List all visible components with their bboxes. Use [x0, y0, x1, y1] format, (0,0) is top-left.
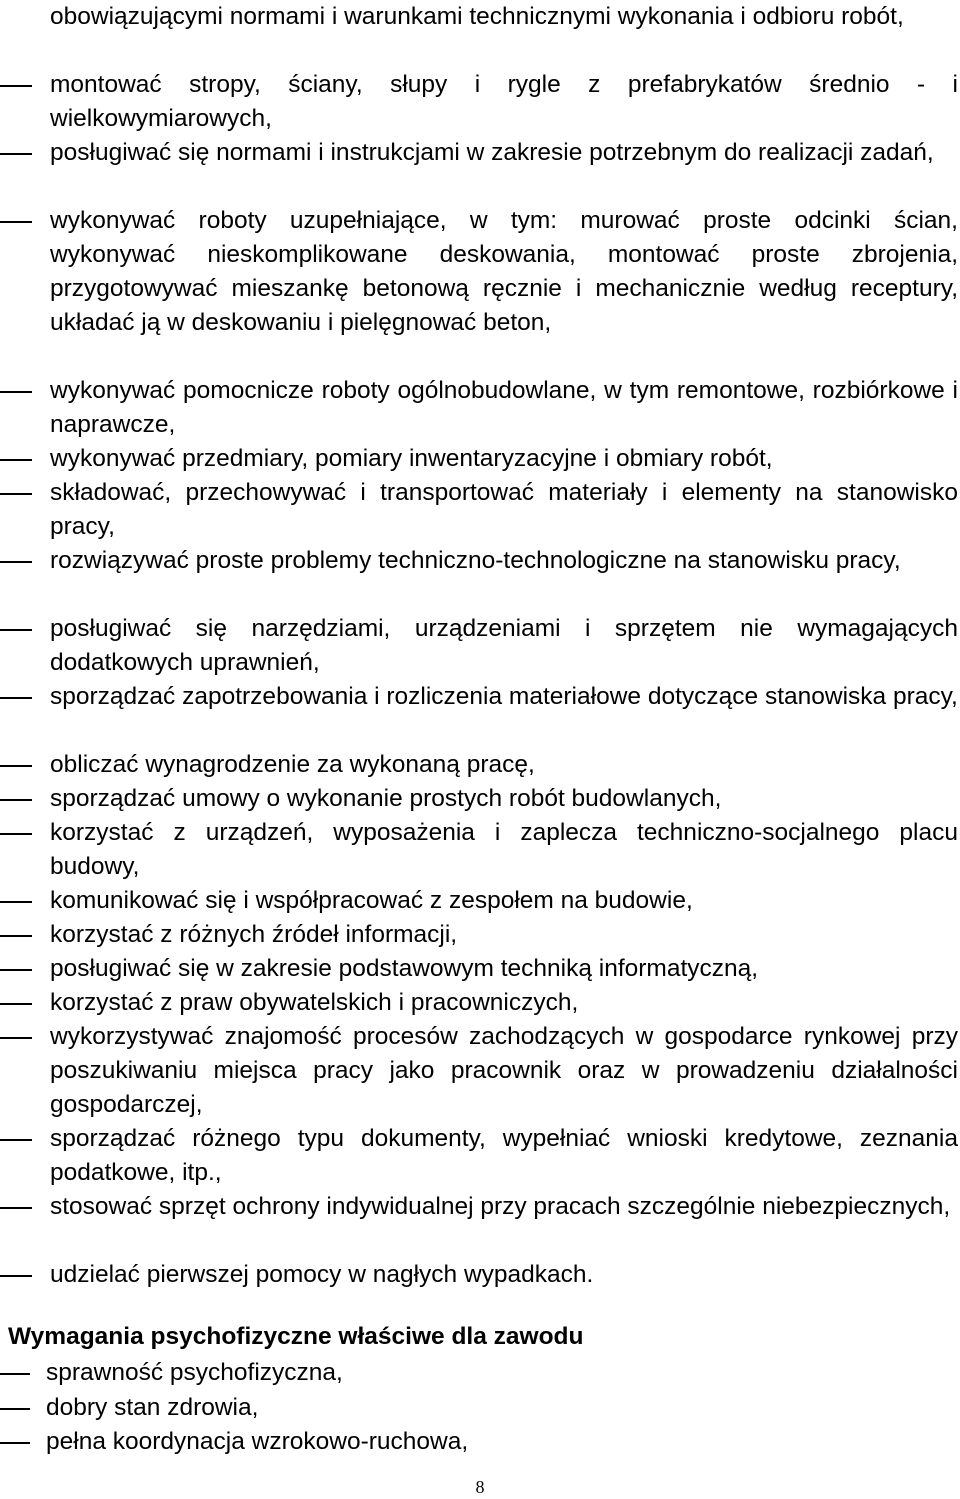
list-item: [0, 544, 958, 612]
list-item-continuation: [0, 0, 958, 68]
list-item: [0, 612, 958, 680]
list-item-text: składować, przechowywać i transportować materiały i elementy na stanowisko pracy,: [50, 479, 958, 540]
dash-bullet-icon: [0, 85, 32, 87]
list-item: [0, 1190, 958, 1258]
list-item-text: wykonywać przedmiary, pomiary inwentaryzacyjne i obmiary robót,: [50, 445, 773, 472]
list-item-text: obowiązującymi normami i warunkami technicznymi wykonania i odbioru robót,: [50, 3, 904, 30]
list-item: [0, 986, 958, 1020]
list-item-text: posługiwać się w zakresie podstawowym techniką informatyczną,: [50, 955, 759, 982]
list-item-text: obliczać wynagrodzenie za wykonaną pracę,: [50, 751, 535, 778]
dash-bullet-icon: [0, 1207, 32, 1209]
list-item-text: posługiwać się normami i instrukcjami w zakresie potrzebnym do realizacji zadań,: [50, 139, 934, 166]
list-item-text: korzystać z praw obywatelskich i pracowniczych,: [50, 989, 579, 1016]
list-item: [0, 68, 958, 136]
dash-bullet-icon: [0, 153, 32, 155]
dash-bullet-icon: [0, 799, 32, 801]
list-item-text: posługiwać się narzędziami, urządzeniami i sprzętem nie wymagających dodatkowych uprawnień,: [50, 615, 958, 676]
dash-bullet-icon: [0, 1373, 30, 1375]
list-item: [0, 884, 958, 918]
dash-bullet-icon: [0, 493, 32, 495]
list-item-text: stosować sprzęt ochrony indywidualnej przy pracach szczególnie niebezpiecznych,: [50, 1193, 951, 1220]
dash-bullet-icon: [0, 1442, 30, 1444]
dash-bullet-icon: [0, 969, 32, 971]
dash-bullet-icon: [0, 561, 32, 563]
dash-bullet-icon: [0, 935, 32, 937]
dash-bullet-icon: [0, 1139, 32, 1141]
dash-bullet-icon: [0, 391, 32, 393]
list-item: [0, 680, 958, 748]
list-item: [0, 952, 958, 986]
requirements-list: [0, 1356, 960, 1460]
dash-bullet-icon: [0, 459, 32, 461]
list-item: [0, 1356, 960, 1390]
list-item: [0, 1425, 960, 1459]
list-item: [0, 1258, 958, 1292]
list-item-text: sporządzać zapotrzebowania i rozliczenia materiałowe dotyczące stanowiska pracy,: [50, 683, 958, 710]
list-item-text: sporządzać umowy o wykonanie prostych robót budowlanych,: [50, 785, 722, 812]
list-item: [0, 748, 958, 782]
page-number: 8: [475, 1477, 485, 1497]
list-item-text: udzielać pierwszej pomocy w nagłych wypadkach.: [50, 1261, 594, 1288]
dash-bullet-icon: [0, 1003, 32, 1005]
list-item-text: korzystać z urządzeń, wyposażenia i zaplecza techniczno-socjalnego placu budowy,: [50, 819, 958, 880]
dash-bullet-icon: [0, 833, 32, 835]
section-heading: Wymagania psychofizyczne właściwe dla zawodu: [8, 1323, 584, 1350]
list-item-text: pełna koordynacja wzrokowo-ruchowa,: [46, 1428, 469, 1455]
list-item: [0, 204, 958, 374]
dash-bullet-icon: [0, 1037, 32, 1039]
list-item: [0, 816, 958, 884]
list-item-text: wykonywać roboty uzupełniające, w tym: murować proste odcinki ścian, wykonywać nieskomplikowane deskowania, montować proste zbrojenia, przygotowywać mieszankę betonową ręcznie i mechanicznie według receptury, układać ją w deskowaniu i pielęgnować beton,: [50, 207, 958, 336]
list-item: [0, 442, 958, 476]
dash-bullet-icon: [0, 221, 32, 223]
dash-bullet-icon: [0, 901, 32, 903]
dash-bullet-icon: [0, 1408, 30, 1410]
list-item-text: rozwiązywać proste problemy techniczno-technologiczne na stanowisku pracy,: [50, 547, 901, 574]
list-item: [0, 374, 958, 442]
list-item-text: wykorzystywać znajomość procesów zachodzących w gospodarce rynkowej przy poszukiwaniu miejsca pracy jako pracownik oraz w prowadzeniu działalności gospodarczej,: [50, 1023, 958, 1118]
list-item-text: sporządzać różnego typu dokumenty, wypełniać wnioski kredytowe, zeznania podatkowe, itp.,: [50, 1125, 958, 1186]
list-item: [0, 1122, 958, 1190]
list-item-text: dobry stan zdrowia,: [46, 1393, 259, 1421]
list-item: [0, 782, 958, 816]
list-item: [0, 476, 958, 544]
list-item: [0, 1020, 958, 1122]
dash-bullet-icon: [0, 629, 32, 631]
dash-bullet-icon: [0, 697, 32, 699]
dash-bullet-icon: [0, 1275, 32, 1277]
list-item: [0, 1391, 960, 1425]
list-item-text: sprawność psychofizyczna,: [46, 1359, 343, 1386]
list-item-text: korzystać z różnych źródeł informacji,: [50, 921, 458, 948]
list-item-text: komunikować się i współpracować z zespołem na budowie,: [50, 887, 693, 914]
list-item: [0, 918, 958, 952]
list-item: [0, 136, 958, 204]
dash-bullet-icon: [0, 765, 32, 767]
list-item-text: wykonywać pomocnicze roboty ogólnobudowlane, w tym remontowe, rozbiórkowe i naprawcze,: [50, 377, 958, 438]
list-item-text: montować stropy, ściany, słupy i rygle z prefabrykatów średnio - i wielkowymiarowych,: [50, 71, 958, 132]
